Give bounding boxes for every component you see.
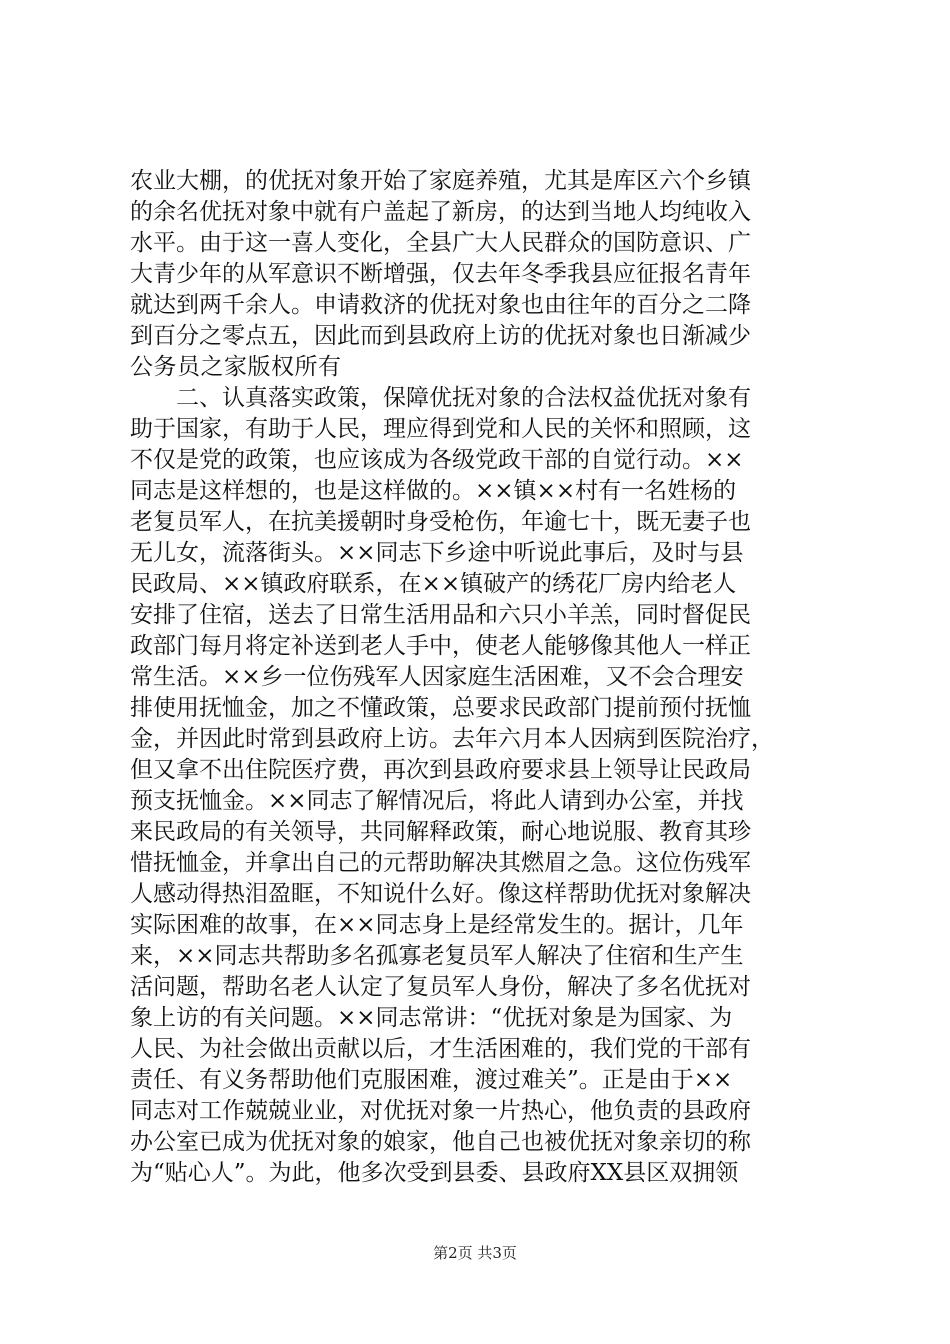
text-line: 大青少年的从军意识不断增强，仅去年冬季我县应征报名青年: [130, 261, 751, 287]
text-line: 的余名优抚对象中就有户盖起了新房，的达到当地人均纯收入: [130, 199, 751, 225]
text-line: 同志对工作兢兢业业，对优抚对象一片热心，他负责的县政府: [130, 1098, 751, 1124]
text-line: 到百分之零点五，因此而到县政府上访的优抚对象也日渐减少: [130, 323, 751, 349]
text-line: 责任、有义务帮助他们克服困难，渡过难关”。正是由于××: [130, 1067, 733, 1093]
text-line: 助于国家，有助于人民，理应得到党和人民的关怀和照顾，这: [130, 416, 751, 442]
text-line: 象上访的有关问题。××同志常讲：“优抚对象是为国家、为: [130, 1005, 733, 1031]
text-line: 就达到两千余人。申请救济的优抚对象也由往年的百分之二降: [130, 292, 751, 318]
text-line: 政部门每月将定补送到老人手中，使老人能够像其他人一样正: [130, 633, 751, 659]
text-line: 预支抚恤金。××同志了解情况后，将此人请到办公室，并找: [130, 788, 744, 814]
text-line: 排使用抚恤金，加之不懂政策，总要求民政部门提前预付抚恤: [130, 695, 751, 721]
text-line: 水平。由于这一喜人变化，全县广大人民群众的国防意识、广: [130, 230, 751, 256]
text-line: 来，××同志共帮助多名孤寡老复员军人解决了住宿和生产生: [130, 943, 744, 969]
text-line: 实际困难的故事，在××同志身上是经常发生的。据计，几年: [130, 912, 744, 938]
text-line: 安排了住宿，送去了日常生活用品和六只小羊羔，同时督促民: [130, 602, 751, 628]
text-line: 惜抚恤金，并拿出自己的元帮助解决其燃眉之急。这位伤残军: [130, 850, 751, 876]
text-line: 金，并因此时常到县政府上访。去年六月本人因病到医院治疗，: [130, 726, 774, 752]
text-line: 无儿女，流落街头。××同志下乡途中听说此事后，及时与县: [130, 540, 744, 566]
text-line: 为“贴心人”。为此，他多次受到县委、县政府XX县区双拥领: [130, 1160, 739, 1186]
text-line: 农业大棚，的优抚对象开始了家庭养殖，尤其是库区六个乡镇: [130, 168, 751, 194]
text-line: 人感动得热泪盈眶，不知说什么好。像这样帮助优抚对象解决: [130, 881, 751, 907]
text-line: 公务员之家版权所有: [130, 354, 342, 380]
text-line: 活问题，帮助名老人认定了复员军人身份，解决了多名优抚对: [130, 974, 751, 1000]
text-line: 但又拿不出住院医疗费，再次到县政府要求县上领导让民政局: [130, 757, 751, 783]
text-line: 不仅是党的政策，也应该成为各级党政干部的自觉行动。××: [130, 447, 744, 473]
text-line: 二、认真落实政策，保障优抚对象的合法权益优抚对象有: [130, 385, 751, 411]
text-line: 办公室已成为优抚对象的娘家，他自己也被优抚对象亲切的称: [130, 1129, 751, 1155]
text-line: 来民政局的有关领导，共同解释政策，耐心地说服、教育其珍: [130, 819, 751, 845]
text-line: 同志是这样想的，也是这样做的。××镇××村有一名姓杨的: [130, 478, 737, 504]
text-line: 民政局、××镇政府联系，在××镇破产的绣花厂房内给老人: [130, 571, 737, 597]
text-line: 常生活。××乡一位伤残军人因家庭生活困难，又不会合理安: [130, 664, 744, 690]
body-text: [130, 166, 830, 1189]
page-footer: 第2页 共3页: [433, 1244, 517, 1262]
text-line: 老复员军人，在抗美援朝时身受枪伤，年逾七十，既无妻子也: [130, 509, 751, 535]
text-line: 人民、为社会做出贡献以后，才生活困难的，我们党的干部有: [130, 1036, 751, 1062]
